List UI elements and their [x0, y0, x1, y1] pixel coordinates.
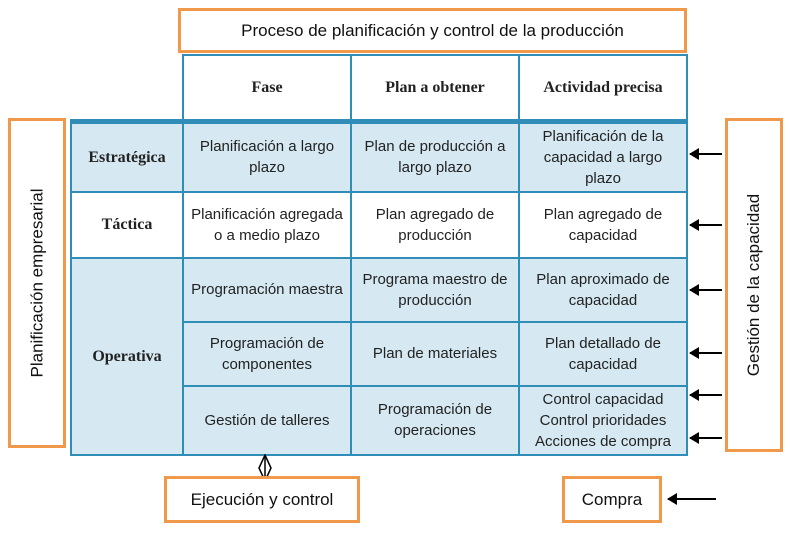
phase-operativa: Operativa [71, 258, 183, 455]
activity-line: Control prioridades [539, 411, 667, 429]
arrow-left-icon [690, 224, 722, 226]
cell-fase: Planificación agregada o a medio plazo [183, 192, 351, 258]
table-row [71, 121, 687, 192]
cell-fase: Planificación a largo plazo [183, 121, 351, 192]
table-corner [71, 55, 183, 121]
table-row [71, 192, 687, 258]
arrow-left-icon [690, 153, 722, 155]
purchase-box [562, 476, 662, 523]
cell-actividad: Planificación de la capacidad a largo plazo [519, 121, 687, 192]
cell-actividad [519, 386, 687, 455]
diagram-title: Proceso de planificación y control de la producción [241, 20, 624, 40]
purchase-label: Compra [581, 489, 643, 509]
phase-tactica: Táctica [71, 192, 183, 258]
cell-actividad: Plan agregado de capacidad [519, 192, 687, 258]
cell-actividad: Plan aproximado de capacidad [519, 258, 687, 322]
arrow-left-icon [690, 437, 722, 439]
cell-plan: Plan agregado de producción [351, 192, 519, 258]
right-label: Gestión de la capacidad [744, 193, 763, 377]
table-row [71, 258, 687, 322]
execution-label: Ejecución y control [190, 489, 334, 509]
left-label: Planificación empresarial [27, 188, 47, 378]
execution-box [164, 476, 360, 523]
cell-plan: Plan de producción a largo plazo [351, 121, 519, 192]
header-row [71, 55, 687, 121]
header-fase: Fase [183, 55, 351, 121]
arrow-left-icon [668, 498, 716, 500]
cell-actividad: Plan detallado de capacidad [519, 322, 687, 386]
arrow-left-icon [690, 352, 722, 354]
cell-plan: Programación de operaciones [351, 386, 519, 455]
cell-plan: Programa maestro de producción [351, 258, 519, 322]
cell-fase: Gestión de talleres [183, 386, 351, 455]
planning-table [70, 54, 688, 456]
header-plan: Plan a obtener [351, 55, 519, 121]
activity-line: Acciones de compra [535, 432, 671, 450]
phase-estrategica: Estratégica [71, 121, 183, 192]
right-label-box [725, 118, 783, 452]
diagram-title-box [178, 8, 687, 53]
cell-fase: Programación maestra [183, 258, 351, 322]
arrow-left-icon [690, 289, 722, 291]
header-actividad: Actividad precisa [519, 55, 687, 121]
left-label-box [8, 118, 66, 448]
arrow-left-icon [690, 394, 722, 396]
cell-plan: Plan de materiales [351, 322, 519, 386]
cell-fase: Programación de componentes [183, 322, 351, 386]
activity-line: Control capacidad [542, 390, 664, 408]
